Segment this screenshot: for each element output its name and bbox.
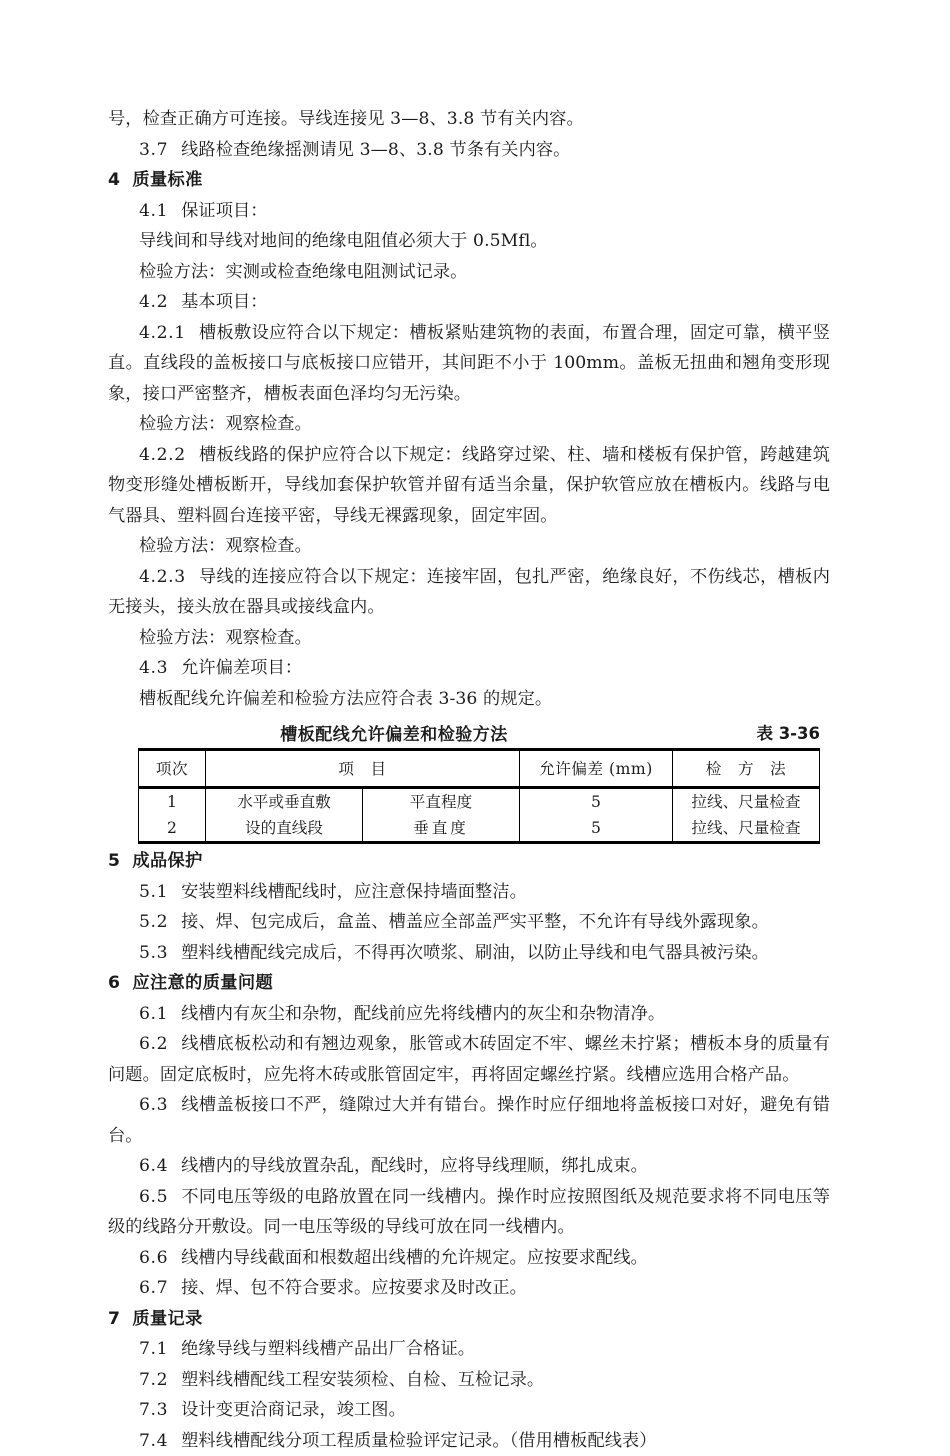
heading-number: 7 [108,1309,132,1329]
paragraph-7-1 [108,1334,830,1365]
paragraph-text: 线槽内导线截面和根数超出线槽的允许规定。应按要求配线。 [181,1248,648,1268]
cell-item-a: 设的直线段 [206,815,363,843]
paragraph-text: 线槽盖板接口不严，缝隙过大并有错台。操作时应仔细地将盖板接口对好，避免有错台。 [108,1095,830,1146]
paragraph-text: 塑料线槽配线分项工程质量检验评定记录。（借用槽板配线表） [181,1431,656,1451]
paragraph-number: 7.4 [139,1431,168,1451]
paragraph-number: 6.3 [139,1095,168,1115]
heading-text: 质量标准 [132,170,202,190]
paragraph-text: 接、焊、包不符合要求。应按要求及时改正。 [181,1278,527,1298]
paragraph-number: 4.3 [139,658,168,678]
tolerance-table [138,748,820,844]
paragraph-6-7 [108,1273,830,1304]
paragraph-number: 5.2 [139,912,168,932]
paragraph-text: 接、焊、包完成后，盒盖、槽盖应全部盖严实平整，不允许有导线外露现象。 [181,912,769,932]
paragraph-number: 6.6 [139,1248,168,1268]
paragraph-7-4 [108,1426,830,1456]
paragraph-number: 6.4 [139,1156,168,1176]
paragraph-4-2-3 [108,562,830,623]
paragraph-4-3-body: 槽板配线允许偏差和检验方法应符合表 3-36 的规定。 [108,684,830,715]
paragraph-number: 6.2 [139,1034,168,1054]
heading-6 [108,968,830,999]
paragraph-text: 导线的连接应符合以下规定：连接牢固，包扎严密，绝缘良好，不伤线芯，槽板内无接头，接头放在器具或接线盒内。 [108,567,830,618]
paragraph-number: 7.2 [139,1370,168,1390]
heading-7 [108,1304,830,1335]
paragraph-number: 4.2.2 [139,445,186,465]
cell-tolerance: 5 [520,788,673,816]
paragraph-text: 塑料线槽配线完成后，不得再次喷浆、刷油，以防止导线和电气器具被污染。 [181,943,769,963]
document-content [108,104,830,1456]
paragraph-text: 线槽内有灰尘和杂物，配线前应先将线槽内的灰尘和杂物清净。 [181,1004,665,1024]
cell-method: 拉线、尺量检查 [673,788,820,816]
paragraph-number: 4.2.3 [139,567,186,587]
paragraph-number: 5.1 [139,882,168,902]
paragraph-4-2 [108,287,830,318]
paragraph-number: 6.1 [139,1004,168,1024]
heading-text: 应注意的质量问题 [132,973,273,993]
paragraph-5-3 [108,938,830,969]
paragraph-6-5 [108,1182,830,1243]
table-caption: 槽板配线允许偏差和检验方法 [108,720,830,745]
paragraph-4-1-method: 检验方法：实测或检查绝缘电阻测试记录。 [108,257,830,288]
paragraph-number: 4.1 [139,201,168,221]
paragraph-text: 槽板敷设应符合以下规定：槽板紧贴建筑物的表面，布置合理，固定可靠，横平竖直。直线段的盖板接口与底板接口应错开，其间距不小于 100mm。盖板无扭曲和翘角变形现象，接口严密整齐，槽板表面色泽均匀无污染。 [108,323,830,404]
paragraph-text: 不同电压等级的电路放置在同一线槽内。操作时应按照图纸及规范要求将不同电压等级的线路分开敷设。同一电压等级的导线可放在同一线槽内。 [108,1187,830,1238]
paragraph-6-1 [108,999,830,1030]
cell-method: 拉线、尺量检查 [673,815,820,843]
heading-number: 4 [108,170,132,190]
table-caption-row [108,720,830,748]
paragraph-5-2 [108,907,830,938]
paragraph-text: 绝缘导线与塑料线槽产品出厂合格证。 [181,1339,475,1359]
cell-item-no: 1 [139,788,206,816]
cell-item-b: 平直程度 [363,788,520,816]
paragraph-number: 4.2.1 [139,323,186,343]
cell-item-b: 垂直度 [363,815,520,843]
paragraph-number: 5.3 [139,943,168,963]
paragraph-text: 槽板线路的保护应符合以下规定：线路穿过梁、柱、墙和楼板有保护管，跨越建筑物变形缝处槽板断开，导线加套保护软管并留有适当余量，保护软管应放在槽板内。线路与电气器具、塑料圆台连接平密，导线无裸露现象，固定牢固。 [108,445,830,526]
paragraph-text: 线槽内的导线放置杂乱，配线时，应将导线理顺，绑扎成束。 [181,1156,648,1176]
heading-number: 5 [108,851,132,871]
paragraph-6-3 [108,1090,830,1151]
paragraph-text: 保证项目： [181,201,267,221]
tolerance-table-block [108,720,830,844]
paragraph-4-2-1 [108,318,830,410]
paragraph-4-3 [108,653,830,684]
paragraph-6-6 [108,1243,830,1274]
paragraph-7-3 [108,1395,830,1426]
heading-5 [108,846,830,877]
paragraph-6-4 [108,1151,830,1182]
paragraph-4-2-2-method: 检验方法：观察检查。 [108,531,830,562]
paragraph-number: 6.5 [139,1187,168,1207]
cell-item-a: 水平或垂直敷 [206,788,363,816]
heading-text: 质量记录 [132,1309,202,1329]
table-header-item: 项 目 [206,750,520,788]
heading-4 [108,165,830,196]
paragraph-text: 线路检查绝缘摇测请见 3—8、3.8 节条有关内容。 [181,140,570,160]
paragraph-7-2 [108,1365,830,1396]
paragraph-text: 允许偏差项目： [181,658,302,678]
paragraph-4-1-body: 导线间和导线对地间的绝缘电阻值必须大于 0.5Mfl。 [108,226,830,257]
table-number: 表 3-36 [756,720,820,744]
paragraph-6-2 [108,1029,830,1090]
heading-number: 6 [108,973,132,993]
table-header-tolerance: 允许偏差 (mm) [520,750,673,788]
table-row [139,815,820,843]
paragraph-3-7 [108,135,830,166]
paragraph-number: 7.1 [139,1339,168,1359]
paragraph-number: 3.7 [139,140,168,160]
table-row [139,788,820,816]
paragraph-text: 线槽底板松动和有翘边观象，胀管或木砖固定不牢、螺丝未拧紧；槽板本身的质量有问题。固定底板时，应先将木砖或胀管固定牢，再将固定螺丝拧紧。线槽应选用合格产品。 [108,1034,830,1085]
paragraph-4-2-2 [108,440,830,532]
table-header-method: 检 方 法 [673,750,820,788]
cell-tolerance: 5 [520,815,673,843]
table-header-row [139,750,820,788]
paragraph-text: 安装塑料线槽配线时，应注意保持墙面整洁。 [181,882,527,902]
heading-text: 成品保护 [132,851,202,871]
paragraph-5-1 [108,877,830,908]
paragraph-4-1 [108,196,830,227]
paragraph-number: 6.7 [139,1278,168,1298]
paragraph-number: 4.2 [139,292,168,312]
paragraph-text: 塑料线槽配线工程安装须检、自检、互检记录。 [181,1370,544,1390]
paragraph-4-2-1-method: 检验方法：观察检查。 [108,409,830,440]
table-header-item-no: 项次 [139,750,206,788]
paragraph-4-2-3-method: 检验方法：观察检查。 [108,623,830,654]
paragraph-lead: 号，检查正确方可连接。导线连接见 3—8、3.8 节有关内容。 [108,104,830,135]
paragraph-number: 7.3 [139,1400,168,1420]
cell-item-no: 2 [139,815,206,843]
paragraph-text: 设计变更洽商记录，竣工图。 [181,1400,406,1420]
paragraph-text: 基本项目： [181,292,267,312]
